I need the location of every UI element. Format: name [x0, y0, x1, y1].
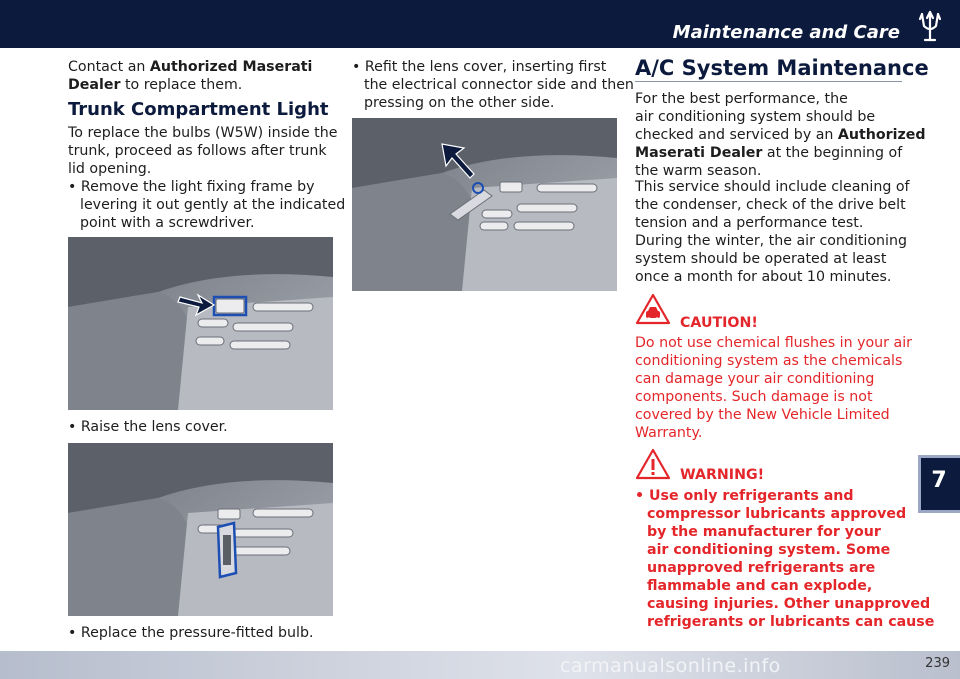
- trunk-light-heading: Trunk Compartment Light: [68, 99, 329, 120]
- step-raise-lens: • Raise the lens cover.: [68, 419, 228, 435]
- page-footer: [0, 651, 960, 679]
- page-number: 239: [925, 656, 950, 671]
- ac-maintenance-heading: A/C System Maintenance: [635, 56, 929, 80]
- page-header: [0, 0, 960, 48]
- intro-paragraph: Contact an Authorized Maserati Dealer to replace them.: [68, 59, 313, 93]
- watermark-text: carmanualsonline.info: [560, 655, 781, 677]
- trunk-light-photo-2: [68, 443, 333, 616]
- ac-paragraph-1: For the best performance, the air conditioning system should be checked and serviced by an Authorized Maserati Dealer at the beginning of the warm season.: [635, 91, 926, 179]
- warning-text: • Use only refrigerants and compressor lubricants approved by the manufacturer for your air conditioning system. Some unapproved refrigerants are flammable and can explode, causing injuries. Other unapproved refrigerants or lubricants can cause: [635, 488, 935, 630]
- heading-divider: [635, 81, 902, 82]
- caution-text: Do not use chemical flushes in your air conditioning system as the chemicals can damage your air conditioning components. Such damage is not covered by the New Vehicle Limited Warranty.: [635, 335, 912, 441]
- caution-title: CAUTION!: [680, 315, 758, 331]
- maserati-trident-icon: [914, 10, 946, 44]
- ac-paragraph-2: This service should include cleaning of the condenser, check of the drive belt tension and a performance test.: [635, 179, 910, 231]
- section-title: Maintenance and Care: [672, 22, 900, 43]
- car-caution-icon: [635, 293, 671, 325]
- warning-triangle-icon: [635, 448, 671, 480]
- step-replace-bulb: • Replace the pressure-fitted bulb.: [68, 625, 314, 641]
- ac-paragraph-3: During the winter, the air conditioning system should be operated at least once a month for about 10 minutes.: [635, 233, 907, 285]
- trunk-light-photo-1: [68, 237, 333, 410]
- step-refit-lens: • Refit the lens cover, inserting first the electrical connector side and then pressing on the other side.: [352, 59, 634, 111]
- trunk-light-photo-3: [352, 118, 617, 291]
- trunk-light-paragraph: To replace the bulbs (W5W) inside the trunk, proceed as follows after trunk lid opening.: [68, 125, 338, 177]
- warning-title: WARNING!: [680, 467, 765, 483]
- chapter-number: 7: [931, 468, 947, 493]
- step-remove-frame: • Remove the light fixing frame by levering it out gently at the indicated point with a screwdriver.: [68, 179, 346, 231]
